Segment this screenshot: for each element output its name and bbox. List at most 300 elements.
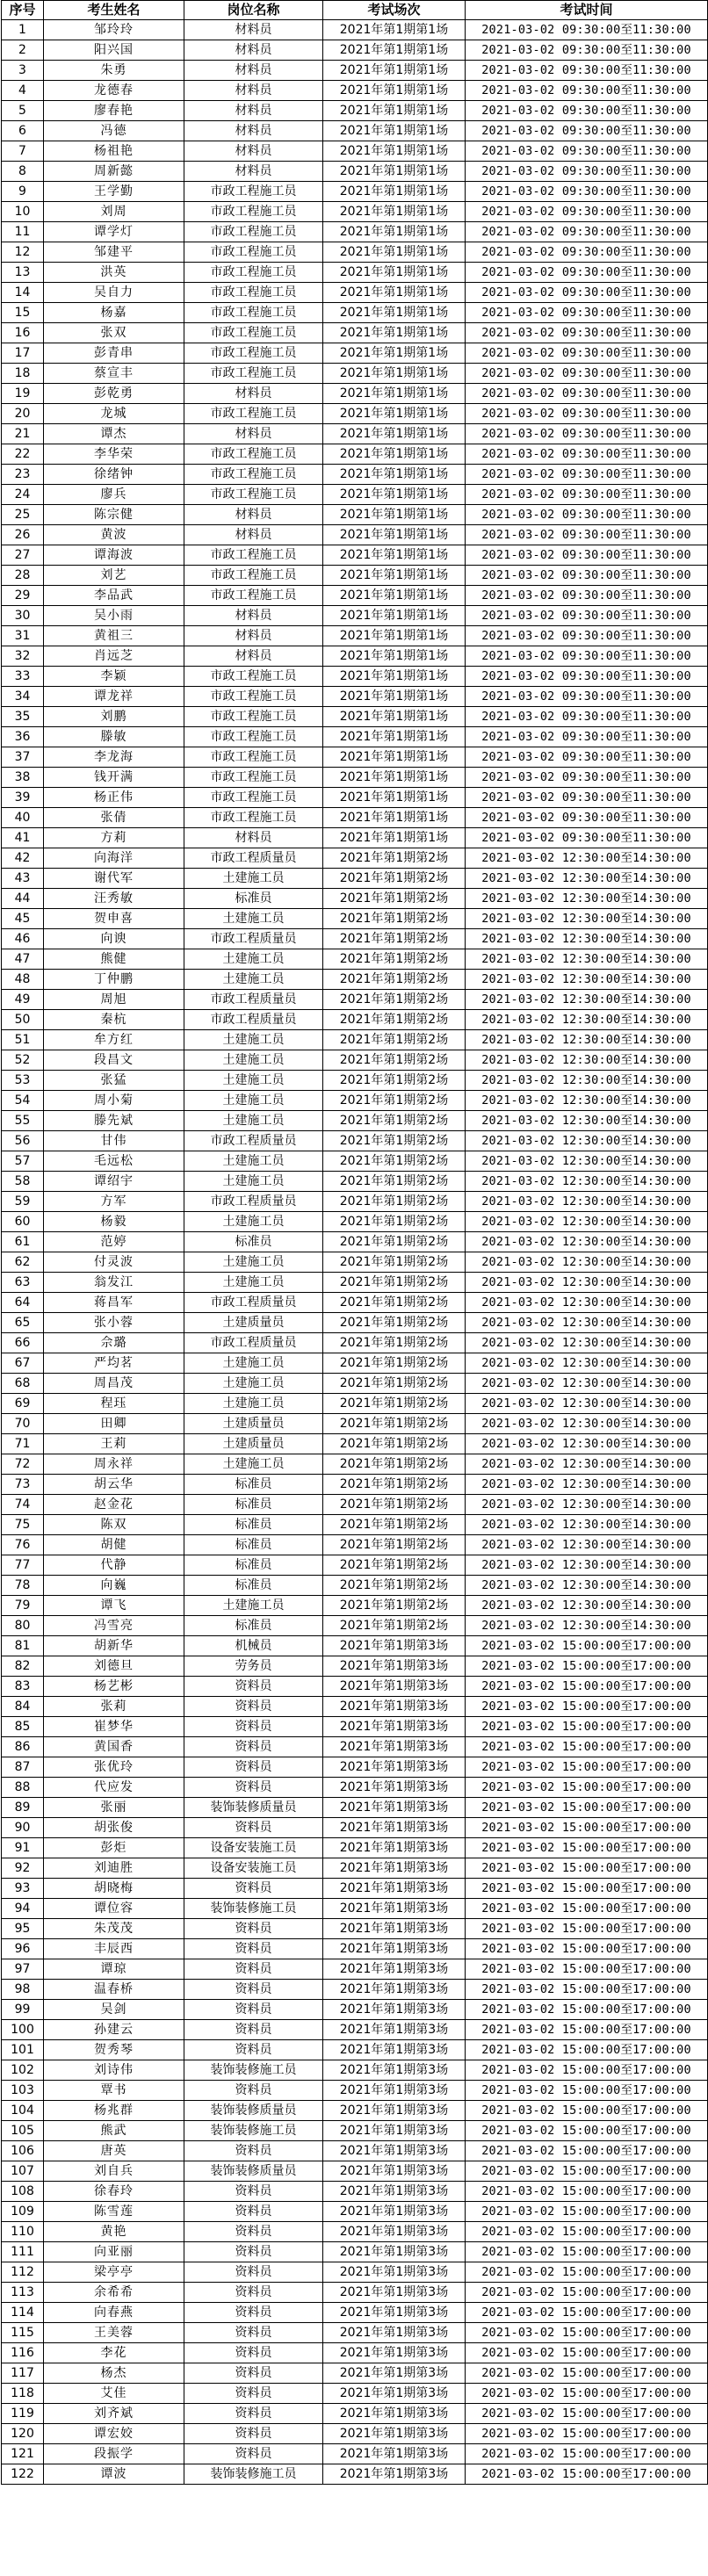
table-row	[2, 1535, 708, 1555]
candidate-name: 邹建平	[44, 242, 184, 263]
position-name: 土建施工员	[184, 1151, 323, 1172]
position-name: 资料员	[184, 1737, 323, 1757]
exam-time: 2021-03-02 15:00:00至17:00:00	[466, 2101, 708, 2121]
table-row	[2, 1030, 708, 1050]
exam-session: 2021年第1期第2场	[323, 1394, 466, 1414]
candidate-name: 谭琼	[44, 1959, 184, 1980]
candidate-name: 刘诗伟	[44, 2060, 184, 2081]
position-name: 资料员	[184, 2424, 323, 2444]
table-row	[2, 1939, 708, 1959]
row-seq: 77	[2, 1555, 44, 1576]
row-seq: 14	[2, 283, 44, 303]
row-seq: 91	[2, 1838, 44, 1858]
candidate-name: 吴自力	[44, 283, 184, 303]
position-name: 市政工程质量员	[184, 1131, 323, 1151]
exam-time: 2021-03-02 12:30:00至14:30:00	[466, 1252, 708, 1273]
exam-time: 2021-03-02 15:00:00至17:00:00	[466, 1838, 708, 1858]
candidate-name: 佘璐	[44, 1333, 184, 1353]
candidate-name: 谭飞	[44, 1596, 184, 1616]
exam-time: 2021-03-02 15:00:00至17:00:00	[466, 2242, 708, 2262]
row-seq: 98	[2, 1980, 44, 2000]
exam-session: 2021年第1期第1场	[323, 545, 466, 566]
position-name: 设备安装施工员	[184, 1838, 323, 1858]
row-seq: 92	[2, 1858, 44, 1879]
position-name: 装饰装修质量员	[184, 2161, 323, 2182]
candidate-name: 吴剑	[44, 2000, 184, 2020]
candidate-name: 范婷	[44, 1232, 184, 1252]
position-name: 材料员	[184, 141, 323, 162]
exam-time: 2021-03-02 15:00:00至17:00:00	[466, 1677, 708, 1697]
table-row	[2, 2081, 708, 2101]
candidate-name: 李品武	[44, 586, 184, 606]
table-body	[2, 20, 708, 2485]
table-row	[2, 949, 708, 970]
exam-time: 2021-03-02 15:00:00至17:00:00	[466, 1737, 708, 1757]
table-row	[2, 2242, 708, 2262]
row-seq: 111	[2, 2242, 44, 2262]
exam-time: 2021-03-02 15:00:00至17:00:00	[466, 1899, 708, 1919]
row-seq: 108	[2, 2182, 44, 2202]
position-name: 资料员	[184, 2384, 323, 2404]
exam-session: 2021年第1期第2场	[323, 1475, 466, 1495]
position-name: 装饰装修施工员	[184, 2464, 323, 2485]
position-name: 资料员	[184, 2000, 323, 2020]
candidate-name: 熊武	[44, 2121, 184, 2141]
candidate-name: 谢代军	[44, 869, 184, 889]
position-name: 材料员	[184, 384, 323, 404]
candidate-name: 牟方红	[44, 1030, 184, 1050]
exam-time: 2021-03-02 15:00:00至17:00:00	[466, 1919, 708, 1939]
table-row	[2, 2060, 708, 2081]
exam-time: 2021-03-02 12:30:00至14:30:00	[466, 1293, 708, 1313]
exam-time: 2021-03-02 12:30:00至14:30:00	[466, 1434, 708, 1454]
exam-time: 2021-03-02 09:30:00至11:30:00	[466, 384, 708, 404]
row-seq: 57	[2, 1151, 44, 1172]
position-name: 市政工程施工员	[184, 364, 323, 384]
table-row	[2, 121, 708, 141]
exam-time: 2021-03-02 15:00:00至17:00:00	[466, 2182, 708, 2202]
candidate-name: 肖远芝	[44, 646, 184, 667]
candidate-name: 刘迪胜	[44, 1858, 184, 1879]
table-row	[2, 1879, 708, 1899]
exam-session: 2021年第1期第3场	[323, 2121, 466, 2141]
row-seq: 52	[2, 1050, 44, 1071]
exam-session: 2021年第1期第2场	[323, 1596, 466, 1616]
position-name: 装饰装修质量员	[184, 1798, 323, 1818]
candidate-name: 孙建云	[44, 2020, 184, 2040]
position-name: 资料员	[184, 1697, 323, 1717]
exam-time: 2021-03-02 15:00:00至17:00:00	[466, 2060, 708, 2081]
position-name: 材料员	[184, 646, 323, 667]
candidate-name: 黄艳	[44, 2222, 184, 2242]
exam-time: 2021-03-02 09:30:00至11:30:00	[466, 61, 708, 81]
exam-session: 2021年第1期第3场	[323, 1959, 466, 1980]
exam-time: 2021-03-02 12:30:00至14:30:00	[466, 1232, 708, 1252]
row-seq: 93	[2, 1879, 44, 1899]
table-row	[2, 2121, 708, 2141]
exam-time: 2021-03-02 09:30:00至11:30:00	[466, 646, 708, 667]
exam-session: 2021年第1期第1场	[323, 687, 466, 707]
row-seq: 59	[2, 1192, 44, 1212]
table-row	[2, 1576, 708, 1596]
row-seq: 44	[2, 889, 44, 909]
table-row	[2, 687, 708, 707]
table-row	[2, 646, 708, 667]
header-row	[2, 1, 708, 20]
exam-session: 2021年第1期第1场	[323, 323, 466, 343]
row-seq: 69	[2, 1394, 44, 1414]
candidate-name: 方军	[44, 1192, 184, 1212]
exam-time: 2021-03-02 09:30:00至11:30:00	[466, 364, 708, 384]
position-name: 资料员	[184, 1778, 323, 1798]
row-seq: 17	[2, 343, 44, 364]
exam-session: 2021年第1期第2场	[323, 1050, 466, 1071]
position-name: 市政工程质量员	[184, 1333, 323, 1353]
exam-session: 2021年第1期第1场	[323, 242, 466, 263]
table-row	[2, 1596, 708, 1616]
row-seq: 110	[2, 2222, 44, 2242]
exam-time: 2021-03-02 15:00:00至17:00:00	[466, 2081, 708, 2101]
exam-session: 2021年第1期第3场	[323, 2404, 466, 2424]
candidate-name: 向谀	[44, 929, 184, 949]
candidate-name: 吴小雨	[44, 606, 184, 626]
exam-time: 2021-03-02 15:00:00至17:00:00	[466, 1879, 708, 1899]
row-seq: 87	[2, 1757, 44, 1778]
exam-session: 2021年第1期第1场	[323, 727, 466, 747]
table-row	[2, 1677, 708, 1697]
position-name: 土建施工员	[184, 1111, 323, 1131]
header-position: 岗位名称	[184, 1, 323, 20]
table-row	[2, 162, 708, 182]
candidate-name: 丰辰西	[44, 1939, 184, 1959]
position-name: 资料员	[184, 2182, 323, 2202]
exam-time: 2021-03-02 15:00:00至17:00:00	[466, 1798, 708, 1818]
table-row	[2, 1495, 708, 1515]
candidate-name: 邹玲玲	[44, 20, 184, 40]
candidate-name: 徐绪钟	[44, 465, 184, 485]
position-name: 资料员	[184, 2343, 323, 2363]
exam-time: 2021-03-02 15:00:00至17:00:00	[466, 2323, 708, 2343]
table-row	[2, 40, 708, 61]
position-name: 土建施工员	[184, 1454, 323, 1475]
exam-time: 2021-03-02 15:00:00至17:00:00	[466, 2000, 708, 2020]
exam-time: 2021-03-02 09:30:00至11:30:00	[466, 323, 708, 343]
table-row	[2, 1010, 708, 1030]
exam-time: 2021-03-02 09:30:00至11:30:00	[466, 343, 708, 364]
exam-session: 2021年第1期第3场	[323, 2182, 466, 2202]
table-row	[2, 1293, 708, 1313]
exam-time: 2021-03-02 12:30:00至14:30:00	[466, 848, 708, 869]
exam-session: 2021年第1期第2场	[323, 889, 466, 909]
exam-session: 2021年第1期第1场	[323, 101, 466, 121]
exam-session: 2021年第1期第2场	[323, 1252, 466, 1273]
row-seq: 45	[2, 909, 44, 929]
row-seq: 115	[2, 2323, 44, 2343]
table-row	[2, 444, 708, 465]
candidate-name: 胡晓梅	[44, 1879, 184, 1899]
candidate-name: 刘自兵	[44, 2161, 184, 2182]
position-name: 材料员	[184, 525, 323, 545]
table-row	[2, 1656, 708, 1677]
row-seq: 75	[2, 1515, 44, 1535]
candidate-name: 刘艺	[44, 566, 184, 586]
candidate-name: 艾佳	[44, 2384, 184, 2404]
row-seq: 80	[2, 1616, 44, 1636]
position-name: 市政工程质量员	[184, 848, 323, 869]
candidate-name: 周永祥	[44, 1454, 184, 1475]
table-row	[2, 970, 708, 990]
table-row	[2, 1717, 708, 1737]
exam-time: 2021-03-02 15:00:00至17:00:00	[466, 2020, 708, 2040]
candidate-name: 李华荣	[44, 444, 184, 465]
table-row	[2, 1778, 708, 1798]
exam-time: 2021-03-02 12:30:00至14:30:00	[466, 1273, 708, 1293]
row-seq: 68	[2, 1374, 44, 1394]
candidate-name: 付灵波	[44, 1252, 184, 1273]
candidate-name: 朱勇	[44, 61, 184, 81]
row-seq: 66	[2, 1333, 44, 1353]
exam-session: 2021年第1期第2场	[323, 1232, 466, 1252]
position-name: 土建施工员	[184, 1252, 323, 1273]
table-row	[2, 2323, 708, 2343]
position-name: 土建施工员	[184, 1374, 323, 1394]
exam-time: 2021-03-02 09:30:00至11:30:00	[466, 222, 708, 242]
exam-time: 2021-03-02 12:30:00至14:30:00	[466, 1151, 708, 1172]
row-seq: 58	[2, 1172, 44, 1192]
table-row	[2, 828, 708, 848]
exam-session: 2021年第1期第1场	[323, 141, 466, 162]
exam-session: 2021年第1期第3场	[323, 1697, 466, 1717]
row-seq: 13	[2, 263, 44, 283]
row-seq: 101	[2, 2040, 44, 2060]
exam-session: 2021年第1期第1场	[323, 707, 466, 727]
exam-session: 2021年第1期第2场	[323, 1616, 466, 1636]
position-name: 标准员	[184, 1515, 323, 1535]
table-row	[2, 667, 708, 687]
position-name: 市政工程质量员	[184, 1010, 323, 1030]
row-seq: 25	[2, 505, 44, 525]
exam-session: 2021年第1期第3场	[323, 1879, 466, 1899]
table-row	[2, 1172, 708, 1192]
row-seq: 41	[2, 828, 44, 848]
table-row	[2, 1818, 708, 1838]
exam-time: 2021-03-02 15:00:00至17:00:00	[466, 2121, 708, 2141]
table-row	[2, 1636, 708, 1656]
exam-session: 2021年第1期第2场	[323, 970, 466, 990]
exam-time: 2021-03-02 12:30:00至14:30:00	[466, 1050, 708, 1071]
table-row	[2, 2384, 708, 2404]
exam-time: 2021-03-02 09:30:00至11:30:00	[466, 586, 708, 606]
exam-time: 2021-03-02 15:00:00至17:00:00	[466, 1959, 708, 1980]
exam-session: 2021年第1期第2场	[323, 929, 466, 949]
exam-schedule-table	[1, 0, 708, 2485]
row-seq: 121	[2, 2444, 44, 2464]
table-row	[2, 1050, 708, 1071]
candidate-name: 周新懿	[44, 162, 184, 182]
table-row	[2, 242, 708, 263]
exam-session: 2021年第1期第1场	[323, 808, 466, 828]
exam-time: 2021-03-02 15:00:00至17:00:00	[466, 1636, 708, 1656]
row-seq: 67	[2, 1353, 44, 1374]
position-name: 市政工程质量员	[184, 1293, 323, 1313]
table-row	[2, 1394, 708, 1414]
position-name: 市政工程施工员	[184, 586, 323, 606]
exam-time: 2021-03-02 12:30:00至14:30:00	[466, 1576, 708, 1596]
exam-session: 2021年第1期第3场	[323, 1858, 466, 1879]
exam-time: 2021-03-02 12:30:00至14:30:00	[466, 1515, 708, 1535]
exam-session: 2021年第1期第1场	[323, 202, 466, 222]
position-name: 土建施工员	[184, 1030, 323, 1050]
exam-session: 2021年第1期第3场	[323, 2242, 466, 2262]
position-name: 资料员	[184, 1939, 323, 1959]
row-seq: 2	[2, 40, 44, 61]
candidate-name: 崔梦华	[44, 1717, 184, 1737]
row-seq: 104	[2, 2101, 44, 2121]
candidate-name: 汪秀敏	[44, 889, 184, 909]
position-name: 资料员	[184, 2323, 323, 2343]
exam-session: 2021年第1期第1场	[323, 505, 466, 525]
candidate-name: 廖春艳	[44, 101, 184, 121]
exam-session: 2021年第1期第3场	[323, 2384, 466, 2404]
candidate-name: 杨兆群	[44, 2101, 184, 2121]
exam-time: 2021-03-02 09:30:00至11:30:00	[466, 444, 708, 465]
position-name: 市政工程施工员	[184, 404, 323, 424]
table-row	[2, 2464, 708, 2485]
candidate-name: 谭学灯	[44, 222, 184, 242]
exam-time: 2021-03-02 12:30:00至14:30:00	[466, 949, 708, 970]
candidate-name: 蔡宣丰	[44, 364, 184, 384]
exam-time: 2021-03-02 15:00:00至17:00:00	[466, 2464, 708, 2485]
row-seq: 79	[2, 1596, 44, 1616]
position-name: 土建施工员	[184, 1394, 323, 1414]
table-row	[2, 1333, 708, 1353]
exam-time: 2021-03-02 15:00:00至17:00:00	[466, 2141, 708, 2161]
row-seq: 36	[2, 727, 44, 747]
position-name: 材料员	[184, 626, 323, 646]
row-seq: 63	[2, 1273, 44, 1293]
candidate-name: 张双	[44, 323, 184, 343]
position-name: 标准员	[184, 1495, 323, 1515]
exam-session: 2021年第1期第2场	[323, 1555, 466, 1576]
exam-time: 2021-03-02 12:30:00至14:30:00	[466, 1030, 708, 1050]
row-seq: 47	[2, 949, 44, 970]
candidate-name: 洪英	[44, 263, 184, 283]
table-row	[2, 1838, 708, 1858]
row-seq: 74	[2, 1495, 44, 1515]
exam-session: 2021年第1期第1场	[323, 61, 466, 81]
position-name: 材料员	[184, 162, 323, 182]
row-seq: 86	[2, 1737, 44, 1757]
position-name: 标准员	[184, 1555, 323, 1576]
exam-session: 2021年第1期第2场	[323, 1495, 466, 1515]
candidate-name: 向春燕	[44, 2303, 184, 2323]
position-name: 资料员	[184, 1879, 323, 1899]
exam-session: 2021年第1期第2场	[323, 1030, 466, 1050]
exam-session: 2021年第1期第1场	[323, 121, 466, 141]
row-seq: 12	[2, 242, 44, 263]
position-name: 土建施工员	[184, 1091, 323, 1111]
position-name: 资料员	[184, 2262, 323, 2283]
table-row	[2, 1353, 708, 1374]
table-row	[2, 808, 708, 828]
position-name: 资料员	[184, 2202, 323, 2222]
position-name: 资料员	[184, 2040, 323, 2060]
exam-session: 2021年第1期第1场	[323, 465, 466, 485]
candidate-name: 王学勤	[44, 182, 184, 202]
position-name: 土建施工员	[184, 1353, 323, 1374]
position-name: 市政工程施工员	[184, 343, 323, 364]
exam-session: 2021年第1期第1场	[323, 283, 466, 303]
exam-time: 2021-03-02 15:00:00至17:00:00	[466, 1717, 708, 1737]
row-seq: 35	[2, 707, 44, 727]
table-row	[2, 869, 708, 889]
row-seq: 105	[2, 2121, 44, 2141]
row-seq: 28	[2, 566, 44, 586]
position-name: 机械员	[184, 1636, 323, 1656]
candidate-name: 徐春玲	[44, 2182, 184, 2202]
exam-session: 2021年第1期第3场	[323, 1798, 466, 1818]
position-name: 资料员	[184, 2404, 323, 2424]
candidate-name: 王美蓉	[44, 2323, 184, 2343]
exam-session: 2021年第1期第2场	[323, 909, 466, 929]
candidate-name: 毛远松	[44, 1151, 184, 1172]
position-name: 市政工程质量员	[184, 1192, 323, 1212]
exam-time: 2021-03-02 09:30:00至11:30:00	[466, 525, 708, 545]
candidate-name: 代应发	[44, 1778, 184, 1798]
position-name: 标准员	[184, 1535, 323, 1555]
position-name: 土建施工员	[184, 1212, 323, 1232]
table-row	[2, 2363, 708, 2384]
row-seq: 107	[2, 2161, 44, 2182]
exam-time: 2021-03-02 12:30:00至14:30:00	[466, 909, 708, 929]
row-seq: 96	[2, 1939, 44, 1959]
candidate-name: 谭杰	[44, 424, 184, 444]
candidate-name: 张优玲	[44, 1757, 184, 1778]
row-seq: 31	[2, 626, 44, 646]
exam-time: 2021-03-02 12:30:00至14:30:00	[466, 1454, 708, 1475]
exam-time: 2021-03-02 12:30:00至14:30:00	[466, 1616, 708, 1636]
position-name: 市政工程施工员	[184, 747, 323, 768]
position-name: 市政工程施工员	[184, 202, 323, 222]
candidate-name: 余希希	[44, 2283, 184, 2303]
exam-session: 2021年第1期第3场	[323, 2343, 466, 2363]
exam-session: 2021年第1期第1场	[323, 404, 466, 424]
exam-time: 2021-03-02 12:30:00至14:30:00	[466, 1091, 708, 1111]
exam-session: 2021年第1期第2场	[323, 1151, 466, 1172]
row-seq: 102	[2, 2060, 44, 2081]
candidate-name: 张丽	[44, 1798, 184, 1818]
exam-session: 2021年第1期第2场	[323, 1515, 466, 1535]
row-seq: 3	[2, 61, 44, 81]
exam-time: 2021-03-02 12:30:00至14:30:00	[466, 1495, 708, 1515]
table-row	[2, 1434, 708, 1454]
position-name: 市政工程施工员	[184, 707, 323, 727]
candidate-name: 谭龙祥	[44, 687, 184, 707]
exam-session: 2021年第1期第3场	[323, 2000, 466, 2020]
exam-session: 2021年第1期第1场	[323, 747, 466, 768]
header-session: 考试场次	[323, 1, 466, 20]
position-name: 资料员	[184, 2242, 323, 2262]
candidate-name: 胡健	[44, 1535, 184, 1555]
candidate-name: 段振学	[44, 2444, 184, 2464]
row-seq: 53	[2, 1071, 44, 1091]
exam-time: 2021-03-02 09:30:00至11:30:00	[466, 788, 708, 808]
candidate-name: 陈双	[44, 1515, 184, 1535]
candidate-name: 方莉	[44, 828, 184, 848]
candidate-name: 龙德春	[44, 81, 184, 101]
row-seq: 61	[2, 1232, 44, 1252]
exam-time: 2021-03-02 15:00:00至17:00:00	[466, 1778, 708, 1798]
